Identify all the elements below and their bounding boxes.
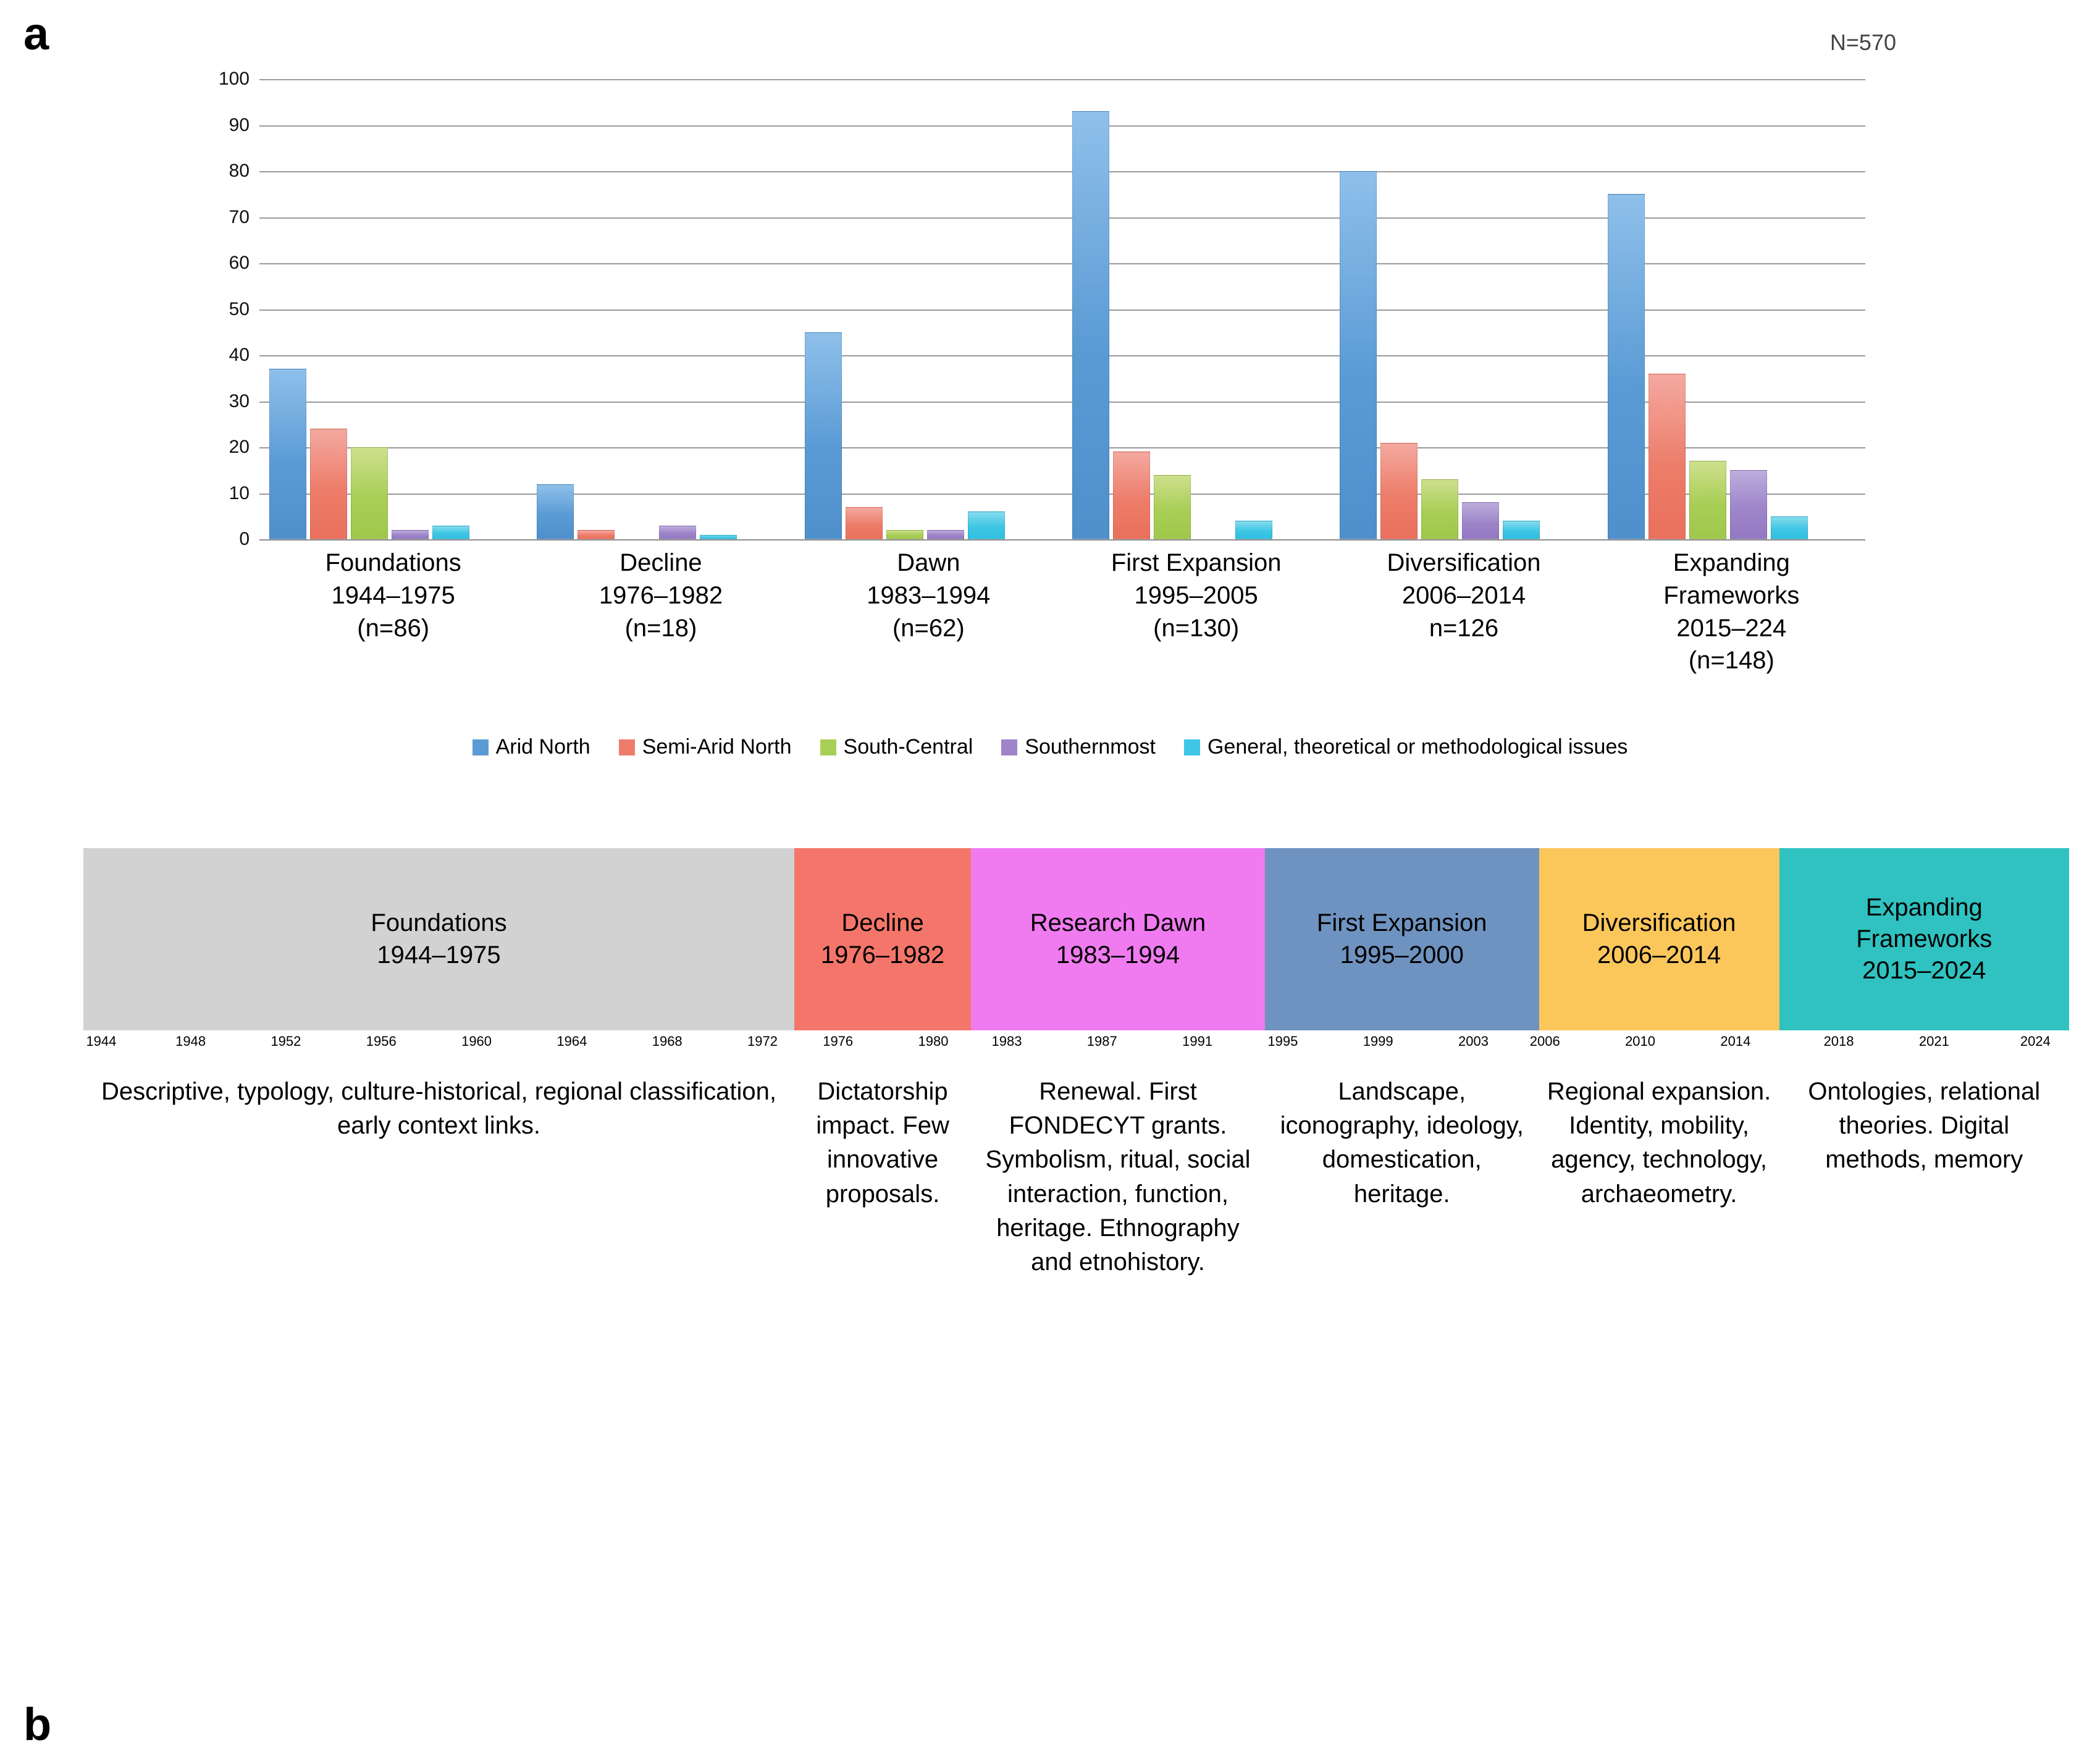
x-axis-label-line: First Expansion (1111, 549, 1282, 576)
x-axis-label (1062, 547, 1330, 644)
x-axis-label (1330, 547, 1597, 644)
timeline-phase-description: Renewal. First FONDECYT grants. Symbolism, ritual, social interaction, function, heritage. Ethnography and etnohistory. (985, 1078, 1251, 1276)
panel-b-timeline (0, 837, 2100, 1750)
timeline-phase-description: Ontologies, relational theories. Digital methods, memory (1808, 1078, 2041, 1174)
bar-southernmost (1462, 502, 1499, 539)
legend-item[interactable] (619, 735, 792, 759)
bar-semi-arid-north (1380, 443, 1418, 539)
timeline-phase-name: Foundations (371, 909, 507, 937)
x-axis-label-line: Diversification (1387, 549, 1541, 576)
legend-label: Southernmost (1025, 735, 1156, 759)
legend-swatch-icon (1001, 739, 1017, 755)
bar-general-theoretical-or-methodological-issues (1235, 521, 1272, 539)
bar-arid-north (1072, 111, 1109, 539)
x-axis-label-line: n=126 (1429, 614, 1499, 642)
timeline-phase-years: 1995–2000 (1340, 941, 1464, 969)
legend-item[interactable] (1001, 735, 1156, 759)
timeline-year-tick: 1991 (1182, 1033, 1213, 1049)
y-axis-tick-label: 20 (229, 437, 250, 457)
chart-legend (0, 735, 2100, 759)
timeline-year-tick: 1968 (652, 1033, 682, 1049)
panel-b-label: b (23, 1699, 52, 1750)
bar-southernmost (659, 526, 696, 539)
timeline-phase-name: Decline (841, 909, 924, 937)
bar-general-theoretical-or-methodological-issues (968, 511, 1005, 539)
timeline-year-tick: 1983 (991, 1033, 1022, 1049)
x-axis-label-line: 1983–1994 (867, 581, 991, 609)
legend-swatch-icon (820, 739, 836, 755)
bar-arid-north (1608, 194, 1645, 539)
bar-semi-arid-north (1113, 452, 1150, 539)
timeline-phase-name: Research Dawn (1030, 909, 1206, 937)
x-axis-label-line: Expanding (1673, 549, 1790, 576)
bar-southernmost (1730, 470, 1767, 539)
x-axis-label (527, 547, 794, 644)
timeline-year-tick: 1995 (1267, 1033, 1298, 1049)
x-axis-label-line: (n=130) (1153, 614, 1240, 642)
panel-a-label: a (23, 8, 49, 59)
timeline-year-tick: 1948 (175, 1033, 206, 1049)
timeline-year-tick: 1999 (1363, 1033, 1393, 1049)
timeline-phase-name: First Expansion (1316, 909, 1487, 937)
bar-semi-arid-north (1648, 374, 1686, 539)
bar-arid-north (805, 332, 842, 539)
legend-item[interactable] (1184, 735, 1628, 759)
x-axis-label-line: Foundations (325, 549, 461, 576)
timeline-year-tick: 2010 (1625, 1033, 1656, 1049)
timeline-year-axis (83, 1033, 2069, 1058)
timeline-phase-years: 1976–1982 (820, 941, 945, 969)
gridline (259, 539, 1865, 541)
legend-item[interactable] (472, 735, 590, 759)
legend-swatch-icon (1184, 739, 1200, 755)
timeline-year-tick: 2024 (2020, 1033, 2051, 1049)
legend-swatch-icon (619, 739, 635, 755)
x-axis-label-line: (n=148) (1688, 647, 1774, 675)
timeline-year-tick: 1980 (918, 1033, 949, 1049)
timeline-phase-cell[interactable] (1265, 848, 1539, 1030)
bar-group (269, 79, 517, 539)
y-axis-tick-label: 100 (218, 69, 250, 89)
bar-general-theoretical-or-methodological-issues (1771, 516, 1808, 539)
timeline-phase-years: 1983–1994 (1056, 941, 1180, 969)
timeline-phase-description: Landscape, iconography, ideology, domestication, heritage. (1280, 1078, 1524, 1208)
bar-group (1340, 79, 1587, 539)
timeline-phase-years: 2006–2014 (1597, 941, 1721, 969)
timeline-descriptions (83, 1075, 2069, 1279)
bar-southernmost (392, 530, 429, 539)
timeline-year-tick: 2014 (1720, 1033, 1751, 1049)
y-axis-tick-label: 70 (229, 206, 250, 227)
legend-item[interactable] (820, 735, 973, 759)
timeline-year-tick: 2021 (1918, 1033, 1949, 1049)
timeline-phase-description: Descriptive, typology, culture-historical, regional classification, early context links. (101, 1078, 776, 1140)
bar-southernmost (927, 530, 964, 539)
legend-label: Arid North (495, 735, 590, 759)
bar-group (1072, 79, 1320, 539)
y-axis-tick-label: 10 (229, 482, 250, 503)
bar-group (1608, 79, 1855, 539)
timeline-phase-years: 2015–2024 (1862, 957, 1986, 985)
timeline-phase-bar (83, 848, 2069, 1030)
timeline-year-tick: 1976 (823, 1033, 854, 1049)
x-axis-label (795, 547, 1062, 644)
x-axis-label-line: Dawn (897, 549, 960, 576)
bar-semi-arid-north (310, 429, 347, 539)
x-axis-label-line: (n=18) (624, 614, 697, 642)
x-axis-label-line: (n=62) (892, 614, 965, 642)
bar-south-central (1421, 479, 1458, 539)
y-axis-tick-label: 80 (229, 161, 250, 181)
y-axis-tick-label: 40 (229, 345, 250, 365)
bar-arid-north (537, 484, 574, 539)
total-sample-annotation: N=570 (1829, 30, 1896, 55)
timeline-phase-name: Expanding (1865, 893, 1983, 921)
bar-arid-north (1340, 171, 1377, 539)
bar-south-central (1154, 475, 1191, 539)
x-axis-label-line: 1944–1975 (331, 581, 455, 609)
legend-label: General, theoretical or methodological issues (1207, 735, 1628, 759)
timeline-year-tick: 1987 (1086, 1033, 1117, 1049)
x-axis-category-labels (259, 547, 1865, 701)
x-axis-label (1598, 547, 1865, 677)
timeline-year-tick: 1944 (86, 1033, 117, 1049)
timeline-phase-name: Frameworks (1856, 925, 1993, 953)
x-axis-label (259, 547, 527, 644)
y-axis-tick-label: 60 (229, 253, 250, 273)
y-axis-tick-label: 0 (239, 529, 250, 549)
x-axis-label-line: Frameworks (1663, 581, 1800, 609)
timeline-year-tick: 1964 (556, 1033, 587, 1049)
timeline-year-tick: 1972 (747, 1033, 778, 1049)
timeline-phase-cell[interactable] (794, 848, 971, 1030)
x-axis-label-line: Decline (620, 549, 702, 576)
timeline-phase-description: Regional expansion. Identity, mobility, agency, technology, archaeometry. (1547, 1078, 1771, 1208)
x-axis-label-line: (n=86) (357, 614, 430, 642)
bar-general-theoretical-or-methodological-issues (432, 526, 469, 539)
bar-chart-plot-area (218, 69, 1865, 549)
bar-group (537, 79, 784, 539)
x-axis-label-line: 1995–2005 (1134, 581, 1258, 609)
bar-group (805, 79, 1052, 539)
y-axis-tick-label: 90 (229, 114, 250, 135)
timeline-phase-cell[interactable] (971, 848, 1265, 1030)
y-axis-tick-label: 50 (229, 298, 250, 319)
timeline-year-tick: 2003 (1458, 1033, 1489, 1049)
timeline-year-tick: 1952 (271, 1033, 301, 1049)
timeline-phase-description: Dictatorship impact. Few innovative proposals. (816, 1078, 949, 1208)
y-axis-tick-label: 30 (229, 390, 250, 411)
timeline-phase-name: Diversification (1582, 909, 1736, 937)
legend-swatch-icon (472, 739, 489, 755)
bar-south-central (1689, 461, 1726, 539)
timeline-phase-cell[interactable] (83, 848, 794, 1030)
panel-a-bar-chart (0, 0, 2100, 815)
bar-general-theoretical-or-methodological-issues (1503, 521, 1540, 539)
bar-south-central (351, 447, 388, 539)
legend-label: South-Central (843, 735, 973, 759)
timeline-phase-cell[interactable] (1539, 848, 1779, 1030)
timeline-year-tick: 1956 (366, 1033, 397, 1049)
timeline-year-tick: 1960 (461, 1033, 492, 1049)
bar-south-central (886, 530, 923, 539)
bar-semi-arid-north (846, 507, 883, 539)
legend-label: Semi-Arid North (642, 735, 792, 759)
bar-semi-arid-north (578, 530, 615, 539)
timeline-phase-cell[interactable] (1779, 848, 2069, 1030)
x-axis-label-line: 2015–224 (1676, 614, 1787, 642)
x-axis-label-line: 1976–1982 (598, 581, 723, 609)
timeline-phase-years: 1944–1975 (377, 941, 501, 969)
timeline-year-tick: 2018 (1823, 1033, 1854, 1049)
x-axis-label-line: 2006–2014 (1401, 581, 1526, 609)
bar-arid-north (269, 369, 306, 539)
bar-general-theoretical-or-methodological-issues (700, 535, 737, 539)
timeline-year-tick: 2006 (1529, 1033, 1560, 1049)
